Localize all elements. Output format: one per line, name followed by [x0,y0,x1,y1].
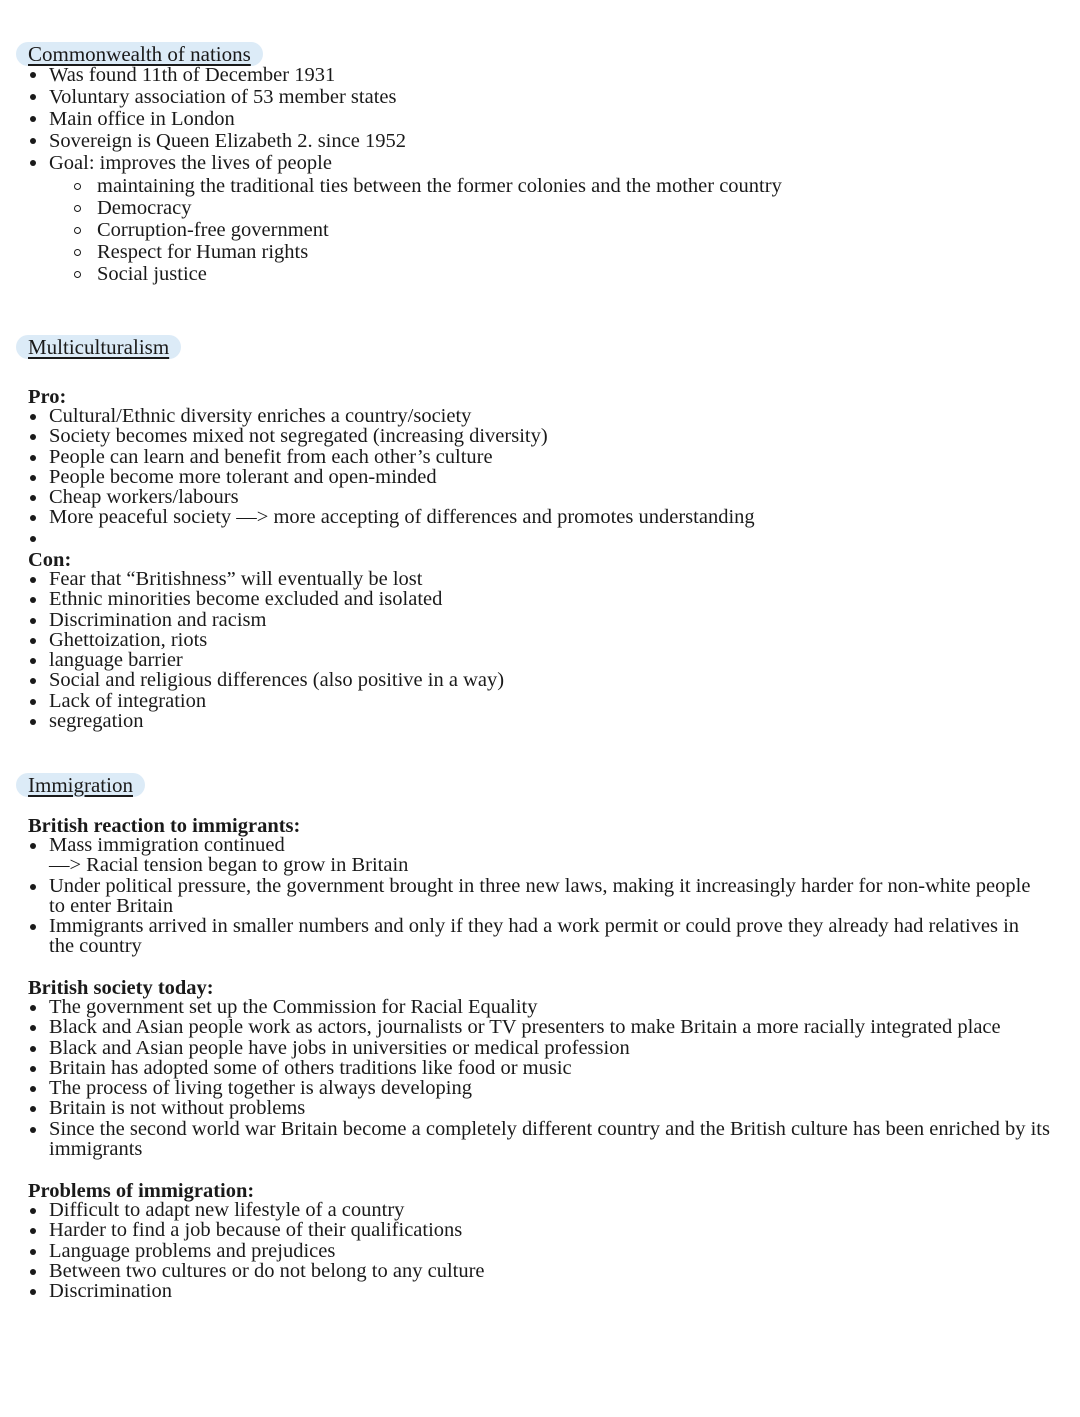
list-item-text: Mass immigration continued [49,834,285,856]
today-label: British society today: [28,977,214,999]
list-item: Discrimination [28,1281,485,1301]
list-item: Black and Asian people have jobs in universities or medical profession [28,1038,1058,1058]
list-item: Ethnic minorities become excluded and isolated [28,589,504,609]
list-item: Sovereign is Queen Elizabeth 2. since 1952 [28,130,406,152]
list-item: language barrier [28,650,504,670]
problems-list [28,1200,485,1301]
list-item: Britain is not without problems [28,1098,1058,1118]
heading-commonwealth: Commonwealth of nations [16,42,263,66]
heading-multiculturalism: Multiculturalism [16,335,181,359]
list-item: Discrimination and racism [28,610,504,630]
reaction-list [28,835,1048,957]
list-item: Cultural/Ethnic diversity enriches a country/society [28,406,755,426]
list-item: Britain has adopted some of others traditions like food or music [28,1058,1058,1078]
sub-list-item: maintaining the traditional ties between the former colonies and the mother country [72,175,782,197]
sub-list-item: Democracy [72,197,782,219]
con-label: Con: [28,549,72,571]
pro-list [28,406,755,548]
list-item: Harder to find a job because of their qualifications [28,1220,485,1240]
list-item: Goal: improves the lives of people [28,152,406,174]
list-item: People can learn and benefit from each other’s culture [28,447,755,467]
list-item: Black and Asian people work as actors, journalists or TV presenters to make Britain a more racially integrated place [28,1017,1058,1037]
commonwealth-list [28,64,406,174]
reaction-label: British reaction to immigrants: [28,815,301,837]
goal-sublist [72,175,782,285]
sub-list-item: Respect for Human rights [72,241,782,263]
list-item: Was found 11th of December 1931 [28,64,406,86]
arrow-note: —> Racial tension began to grow in Britain [49,854,409,877]
list-item: Social and religious differences (also positive in a way) [28,670,504,690]
list-item: The process of living together is always developing [28,1078,1058,1098]
list-item: Ghettoization, riots [28,630,504,650]
pro-label: Pro: [28,386,67,408]
today-list [28,997,1058,1159]
sub-list-item: Corruption-free government [72,219,782,241]
heading-immigration: Immigration [16,773,145,797]
list-item: Difficult to adapt new lifestyle of a country [28,1200,485,1220]
list-item: The government set up the Commission for Racial Equality [28,997,1058,1017]
list-item: segregation [28,711,504,731]
sub-list-item: Social justice [72,263,782,285]
list-item: Under political pressure, the government brought in three new laws, making it increasingly harder for non-white people to enter Britain [28,876,1048,917]
list-item: Language problems and prejudices [28,1241,485,1261]
list-item: Main office in London [28,108,406,130]
list-item: Society becomes mixed not segregated (increasing diversity) [28,426,755,446]
list-item-empty [28,528,755,548]
list-item: More peaceful society —> more accepting of differences and promotes understanding [28,507,755,527]
list-item: Voluntary association of 53 member states [28,86,406,108]
list-item: Between two cultures or do not belong to any culture [28,1261,485,1281]
list-item: Cheap workers/labours [28,487,755,507]
list-item: Immigrants arrived in smaller numbers and only if they had a work permit or could prove they already had relatives in the country [28,916,1048,957]
con-list [28,569,504,731]
list-item: Lack of integration [28,691,504,711]
problems-label: Problems of immigration: [28,1180,255,1202]
list-item [28,835,1048,876]
list-item: Fear that “Britishness” will eventually be lost [28,569,504,589]
list-item: Since the second world war Britain become a completely different country and the British culture has been enriched by its immigrants [28,1119,1058,1160]
list-item: People become more tolerant and open-minded [28,467,755,487]
